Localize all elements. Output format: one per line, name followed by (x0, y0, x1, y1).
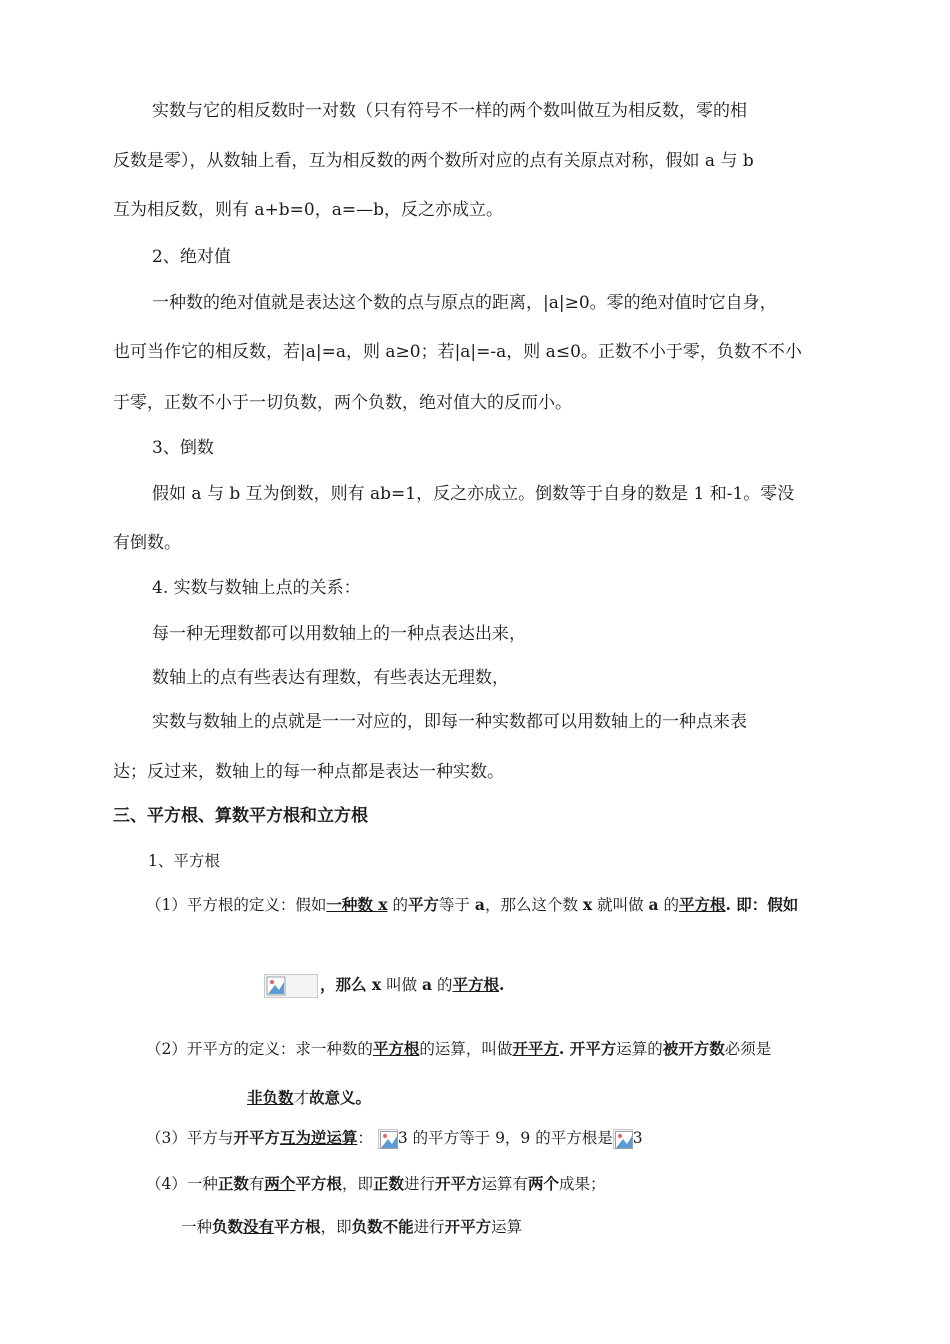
text-run: ，那么 (320, 975, 372, 994)
text-run: 没有 (243, 1217, 275, 1236)
text-run: （3）平方与 (146, 1129, 234, 1147)
text-run: 进行 (403, 1175, 435, 1193)
text-run: 互为逆运算 (279, 1128, 358, 1147)
broken-image-icon (378, 1129, 398, 1149)
text-run: 平方根 (295, 1174, 342, 1193)
para-numberline-line1: 每一种无理数都可以用数轴上的一种点表达出来， (152, 624, 526, 644)
text-run: 正数 (217, 1174, 249, 1193)
text-run: 运算的 (616, 1040, 663, 1058)
text-run: ，那么这个数 (484, 896, 583, 914)
text-run: 叫做 (381, 976, 423, 994)
sqrt-definition-line1 (146, 894, 798, 916)
text-run: 运算 (491, 1218, 523, 1236)
text-run: 3 的平方等于 9，9 的平方根是 (397, 1129, 613, 1147)
text-run: 运算有 (481, 1175, 529, 1193)
text-run: 平方根 (372, 1039, 420, 1058)
text-run: a (648, 895, 659, 914)
text-run: 故意义。 (309, 1088, 372, 1107)
para-opposite-line2: 反数是零），从数轴上看，互为相反数的两个数所对应的点有关原点对称，假如 a 与 b (113, 151, 754, 171)
text-run: . (499, 975, 505, 994)
broken-image-icon (613, 1129, 633, 1149)
text-run: 开平方 (434, 1174, 482, 1193)
negative-number-roots-line (181, 1216, 522, 1238)
text-run: 有 (248, 1175, 265, 1193)
text-run: 负数 (212, 1217, 244, 1236)
para-opposite-line1: 实数与它的相反数时一对数（只有符号不一样的两个数叫做互为相反数，零的相 (152, 101, 747, 121)
subheading-square-root: 1、平方根 (148, 852, 220, 870)
text-run: 开平方 (233, 1128, 280, 1147)
text-run: 被开方数 (662, 1039, 725, 1058)
para-reciprocal-line2: 有倒数。 (113, 533, 181, 553)
text-run: 成果； (559, 1175, 606, 1193)
text-run: 的 (432, 976, 453, 994)
text-run: 两个 (264, 1174, 296, 1193)
para-numberline-line4: 达；反过来，数轴上的每一种点都是表达一种实数。 (113, 762, 504, 782)
text-run: a (474, 895, 485, 914)
text-run: 3 (632, 1129, 643, 1147)
text-run: 平方根 (274, 1217, 321, 1236)
text-run: 平方根 (678, 895, 726, 914)
sqrt-definition-line2 (264, 974, 504, 998)
text-run: 的 (658, 896, 679, 914)
text-run: 负数 (351, 1217, 383, 1236)
para-numberline-line2: 数轴上的点有些表达有理数，有些表达无理数， (152, 668, 509, 688)
text-run: . 即：假如 (725, 895, 799, 914)
text-run: ，即 (341, 1175, 373, 1193)
text-run: . 开平方 (558, 1039, 617, 1058)
extraction-definition-line2 (247, 1087, 371, 1109)
para-absolute-line2: 也可当作它的相反数，若|a|=a，则 a≥0；若|a|=-a，则 a≤0。正数不小于零，负数不不小 (113, 342, 802, 362)
text-run: 开平方 (512, 1039, 559, 1058)
text-run: （2）开平方的定义：求一种数的 (146, 1040, 373, 1058)
text-run: （4）一种 (146, 1175, 218, 1193)
text-run: x (582, 895, 593, 914)
text-run: 正数 (372, 1174, 404, 1193)
text-run: 开平方 (444, 1217, 492, 1236)
text-run: 就叫做 (592, 896, 649, 914)
text-run: ，即 (320, 1218, 352, 1236)
text-run: 平方根 (452, 975, 500, 994)
text-run: 的 (387, 896, 408, 914)
text-run: 必须是 (724, 1040, 772, 1058)
heading-number-line: 4. 实数与数轴上点的关系： (152, 578, 361, 598)
heading-reciprocal: 3、倒数 (152, 438, 214, 458)
text-run: 平方 (407, 895, 439, 914)
para-reciprocal-line1: 假如 a 与 b 互为倒数，则有 ab=1，反之亦成立。倒数等于自身的数是 1 和-1。零没 (152, 484, 795, 504)
para-numberline-line3: 实数与数轴上的点就是一一对应的，即每一种实数都可以用数轴上的一种点来表 (152, 712, 747, 732)
text-run: 两个 (528, 1174, 560, 1193)
text-run: 进行 (413, 1218, 445, 1236)
text-run: （1）平方根的定义：假如 (146, 896, 327, 914)
text-run: 才 (293, 1089, 310, 1107)
text-run: 不能 (382, 1217, 414, 1236)
heading-absolute-value: 2、绝对值 (152, 247, 231, 267)
positive-number-roots-line (146, 1173, 606, 1195)
para-opposite-line3: 互为相反数，则有 a+b=0，a=—b，反之亦成立。 (113, 200, 503, 220)
text-run: 一种数 x (326, 895, 388, 914)
text-run: 一种 (181, 1218, 213, 1236)
section-heading-roots: 三、平方根、算数平方根和立方根 (113, 806, 368, 826)
text-run: a (422, 975, 433, 994)
text-run: 等于 (438, 896, 475, 914)
text-run: x (371, 975, 382, 994)
para-absolute-line1: 一种数的绝对值就是表达这个数的点与原点的距离，|a|≥0。零的绝对值时它自身， (152, 293, 777, 313)
broken-image-icon (264, 974, 318, 998)
extraction-definition-line1 (146, 1038, 771, 1060)
text-run: ： (357, 1129, 373, 1147)
text-run: 的运算，叫做 (419, 1040, 513, 1058)
text-run: 非负数 (247, 1088, 294, 1107)
para-absolute-line3: 于零，正数不小于一切负数，两个负数，绝对值大的反而小。 (113, 393, 572, 413)
inverse-operation-line (146, 1127, 643, 1149)
